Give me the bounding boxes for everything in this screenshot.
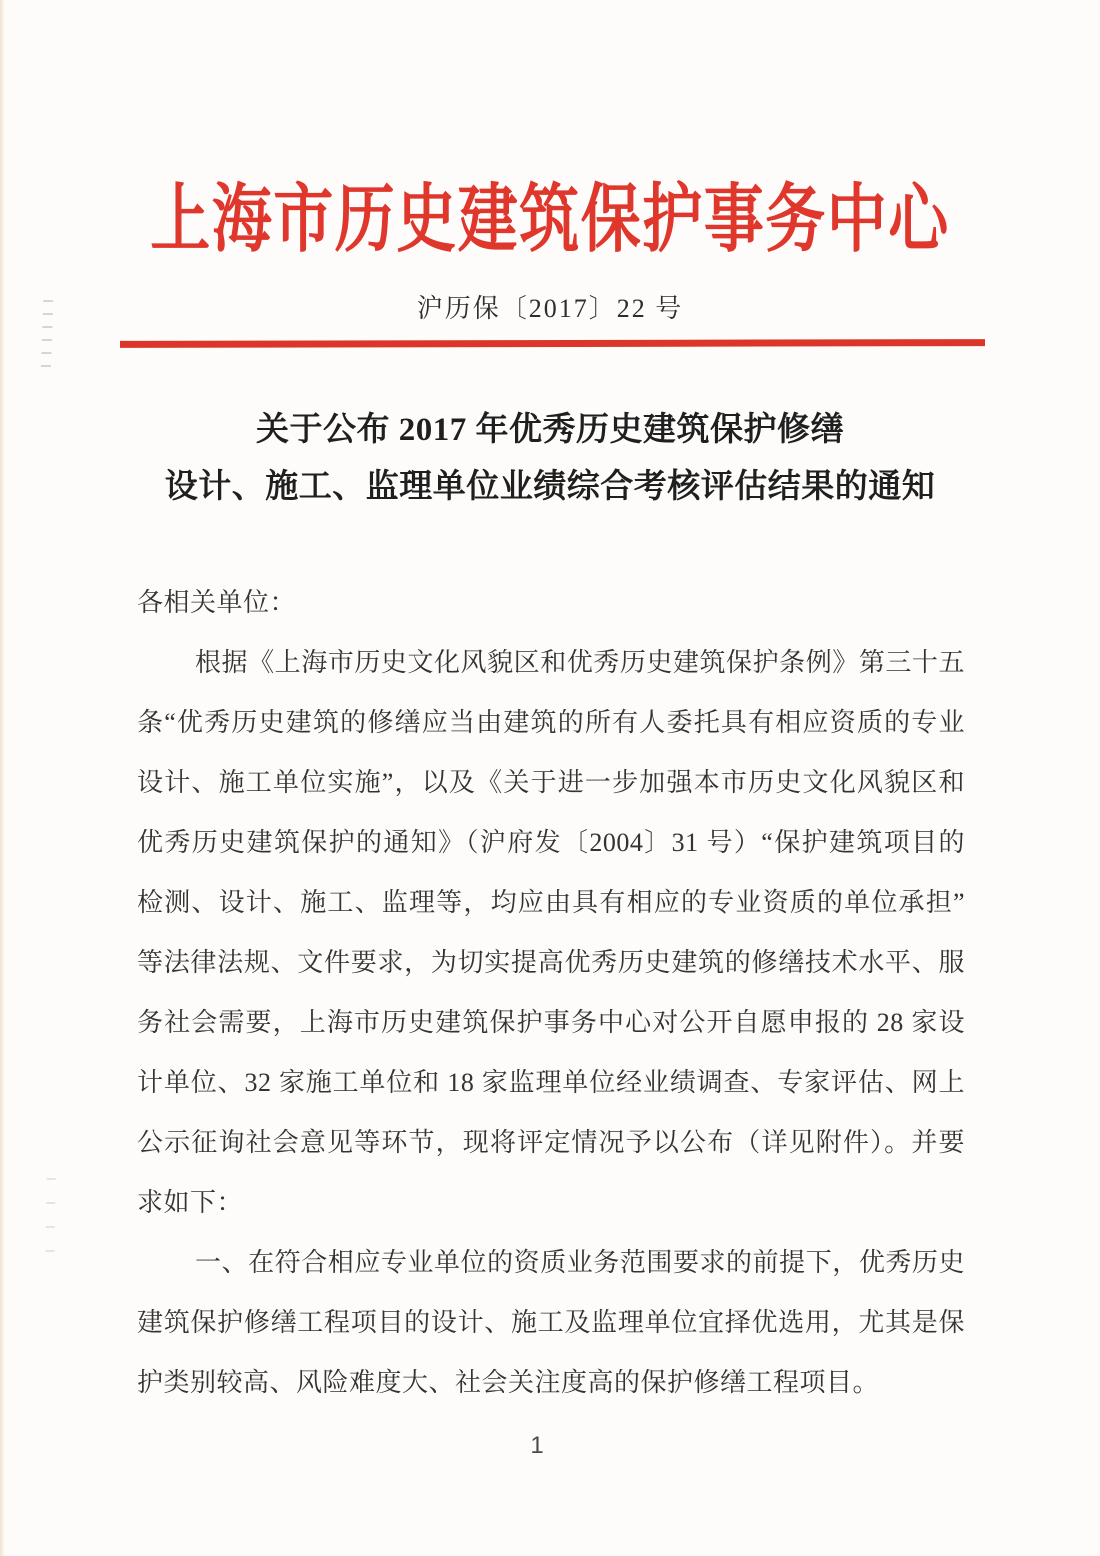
body-line: 公示征询社会意见等环节，现将评定情况予以公布（详见附件）。并要 <box>137 1128 965 1157</box>
body-line: 建筑保护修缮工程项目的设计、施工及监理单位宜择优选用，尤其是保 <box>137 1308 965 1337</box>
doc-body <box>137 573 965 1413</box>
body-line: 务社会需要，上海市历史建筑保护事务中心对公开自愿申报的 28 家设 <box>137 1008 965 1037</box>
doc-reference-number: 沪历保〔2017〕22 号 <box>416 294 684 323</box>
doc-title-line-1: 关于公布 2017 年优秀历史建筑保护修缮 <box>256 412 844 448</box>
body-line: 计单位、32 家施工单位和 18 家监理单位经业绩调查、专家评估、网上 <box>137 1068 965 1097</box>
letterhead-red-rule <box>120 339 985 348</box>
body-line: 求如下： <box>137 1188 244 1217</box>
body-line: 一、在符合相应专业单位的资质业务范围要求的前提下，优秀历史 <box>195 1248 965 1277</box>
body-line: 检测、设计、施工、监理等，均应由具有相应的专业资质的单位承担” <box>137 888 965 917</box>
body-line: 根据《上海市历史文化风貌区和优秀历史建筑保护条例》第三十五 <box>195 648 965 677</box>
body-line: 设计、施工单位实施”，以及《关于进一步加强本市历史文化风貌区和 <box>137 768 965 797</box>
letterhead-org-name: 上海市历史建筑保护事务中心 <box>150 178 950 261</box>
body-line: 护类别较高、风险难度大、社会关注度高的保护修缮工程项目。 <box>137 1368 880 1397</box>
scan-artifact <box>45 1178 55 1260</box>
doc-title-line-2: 设计、施工、监理单位业绩综合考核评估结果的通知 <box>164 469 936 505</box>
doc-title <box>0 402 1100 516</box>
body-line: 等法律法规、文件要求，为切实提高优秀历史建筑的修缮技术水平、服 <box>137 948 965 977</box>
body-line: 条“优秀历史建筑的修缮应当由建筑的所有人委托具有相应资质的专业 <box>137 708 965 737</box>
body-line: 优秀历史建筑保护的通知》（沪府发〔2004〕31 号）“保护建筑项目的 <box>137 828 965 857</box>
page-number: 1 <box>530 1432 544 1459</box>
body-line-salutation: 各相关单位： <box>137 588 297 617</box>
